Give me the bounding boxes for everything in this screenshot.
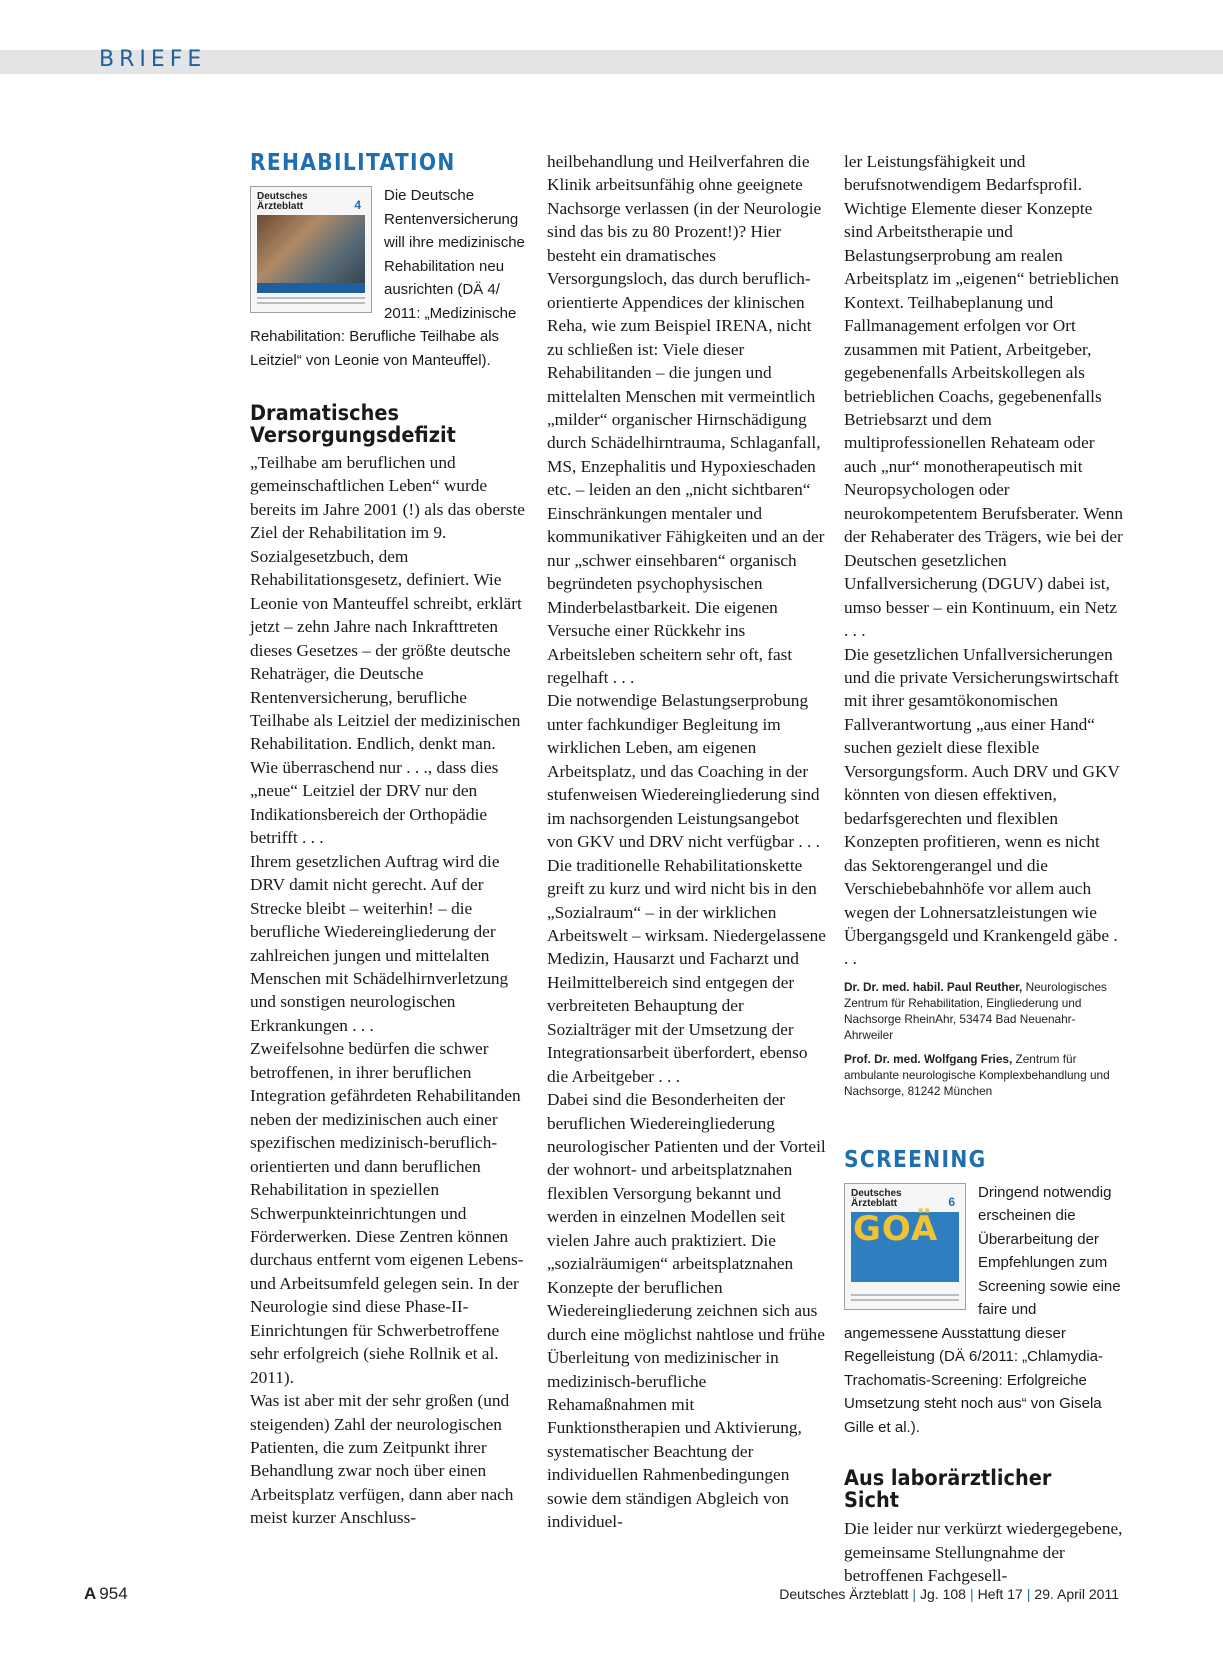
paragraph: Die gesetzlichen Unfallversicherungen und die private Versicherungswirtschaft mit ihrer gesamtökonomischen Fallverantwortung „aus einer Hand“ suchen gezielt diese flexible Versorgungsform. Auch DRV und GKV könnten von diesen effektiven, bedarfsgerechten und flexiblen Konzepten profitieren, wenn es nicht das Sektorengerangel und die Verschiebebahnhöfe vor allem auch wegen der Lohnersatzleistungen wie Übergangsgeld und Krankengeld gäbe . . . bbox=[844, 644, 1120, 969]
article1-headline: Dramatisches Versorgungsdefizit bbox=[250, 401, 456, 447]
paragraph: Ihrem gesetzlichen Auftrag wird die DRV damit nicht gerecht. Auf der Strecke bleibt – weiterhin! – die berufliche Wiedereingliederung der zahlreichen jungen und mittelalten Menschen mit Schädelhirnverletzung und sonstigen neurologischen Erkrankungen . . . bbox=[250, 851, 509, 1035]
column-2 bbox=[547, 150, 827, 1534]
rubric-rehabilitation: REHABILITATION bbox=[250, 150, 456, 176]
journal-volume: Jg. 108 bbox=[920, 1586, 966, 1602]
article2-intro: Dringend notwendig erscheinen die Überarbeitung der Empfehlungen zum Screening sowie eine faire und angemessene Ausstattung dieser Regelleistung (DÄ 6/2011: „Chlamydia-Trachomatis-Screening: Erfolgreiche Umsetzung steht noch aus“ von Gisela Gille et al.). bbox=[844, 1183, 1121, 1436]
cover-thumbnail-issue-4 bbox=[250, 186, 372, 313]
thumbnail-masthead: Deutsches Ärzteblatt bbox=[851, 1187, 902, 1209]
article2-headline: Aus laborärztlicher Sicht bbox=[844, 1466, 1052, 1513]
paragraph: Die leider nur verkürzt wiedergegebene, gemeinsame Stellungnahme der betroffenen Fachgesell- bbox=[844, 1519, 1123, 1586]
cover-photo bbox=[257, 215, 365, 293]
paragraph: ler Leistungsfähigkeit und berufsnotwendigem Bedarfsprofil. Wichtige Elemente dieser Konzepte sind Arbeitstherapie und Belastungserprobung am realen Arbeitsplatz im „eigenen“ betrieblichen Kontext. Teilhabeplanung und Fallmanagement erfolgen vor Ort zusammen mit Patient, Arbeitgeber, gegebenenfalls Arbeitskollegen als betrieblichen Coachs, gegebenenfalls Betriebsarzt und dem multiprofessionellen Rehateam oder auch „nur“ monotherapeutisch mit Neuropsychologen oder neurokompetentem Berufsberater. Wenn der Rehaberater des Trägers, wie bei der Deutschen gesetzlichen Unfallversicherung (DGUV) dabei ist, umso besser – ein Kontinuum, ein Netz . . . bbox=[844, 152, 1124, 641]
journal-name: Deutsches Ärzteblatt bbox=[779, 1586, 909, 1602]
article1-body-col2 bbox=[547, 150, 827, 1534]
column-1 bbox=[250, 150, 527, 1530]
section-label: BRIEFE bbox=[99, 47, 207, 72]
paragraph: Zweifelsohne bedürfen die schwer betroffenen, in ihrer beruflichen Integration gefährdeten Rehabilitanden neben der medizinischen auch einer spezifischen medizinisch-beruflich-orientierten und dann beruflichen Rehabilitation in speziellen Schwerpunkteinrichtungen und Förderwerken. Diese Zentren können durchaus entfernt vom eigenen Lebens- und Arbeitsumfeld gelegen sein. In der Neurologie sind diese Phase-II-Einrichtungen für Schwerbetroffene sehr erfolgreich (siehe Rollnik et al. 2011). bbox=[250, 1039, 524, 1387]
thumbnail-masthead: Deutsches Ärzteblatt bbox=[257, 191, 308, 212]
article1-intro: Die Deutsche Rentenversicherung will ihre medizinische Rehabilitation neu ausrichten (DÄ 4/ 2011: „Medizinische Rehabilitation: Berufliche Teilhabe als Leitziel“ von Leonie von Manteuffel). bbox=[250, 187, 525, 369]
page-number: A 954 bbox=[84, 1584, 128, 1603]
journal-issue: Heft 17 bbox=[977, 1586, 1023, 1602]
rubric-screening: SCREENING bbox=[844, 1146, 987, 1173]
paragraph: „Teilhabe am beruflichen und gemeinschaftlichen Leben“ wurde bereits im Jahre 2001 (!) als das oberste Ziel der Rehabilitation im 9. Sozialgesetzbuch, dem Rehabilitationsgesetz, definiert. Wie Leonie von Manteuffel schreibt, erklärt jetzt – zehn Jahre nach Inkrafttreten dieses Gesetzes – der größte deutsche Rehaträger, die Deutsche Rentenversicherung, berufliche Teilhabe als Leitziel der medizinischen Rehabilitation. Endlich, denkt man. Wie überraschend nur . . ., dass dies „neue“ Leitziel der DRV nur den Indikationsbereich der Orthopädie betrifft . . . bbox=[250, 453, 525, 848]
article2-intro-block bbox=[844, 1181, 1124, 1440]
column-3 bbox=[844, 150, 1124, 1588]
paragraph: Die traditionelle Rehabilitationskette greift zu kurz und wird nicht bis in den „Sozialraum“ – in der wirklichen Arbeitswelt – wirksam. Niedergelassene Medizin, Hausarzt und Facharzt und Heilmittelbereich sind entgegen der verbreiteten Behauptung der Sozialträger mit der Umsetzung der Integrationsarbeit überfordert, ebenso die Arbeitgeber . . . bbox=[547, 855, 826, 1086]
cover-word: GOÄ bbox=[853, 1208, 939, 1249]
article1-intro-block bbox=[250, 184, 527, 372]
article2-body bbox=[844, 1517, 1124, 1587]
paragraph: Was ist aber mit der sehr großen (und steigenden) Zahl der neurologischen Patienten, die zum Zeitpunkt ihrer Behandlung zwar noch über einen Arbeitsplatz verfügen, dann aber nach meist kurzer Anschluss- bbox=[250, 1391, 514, 1528]
cover-text-lines bbox=[257, 297, 365, 307]
article1-body-col3 bbox=[844, 150, 1124, 971]
paragraph: Die notwendige Belastungserprobung unter fachkundiger Begleitung im wirklichen Leben, am eigenen Arbeitsplatz, und das Coaching in der stufenweisen Wiedereingliederung sind im nachsorgenden Leistungsangebot von GKV und DRV nicht verfügbar . . . bbox=[547, 691, 821, 852]
paragraph: heilbehandlung und Heilverfahren die Klinik arbeitsunfähig ohne geeignete Nachsorge verlassen (in der Neurologie sind das bis zu 80 Prozent!)? Hier besteht ein dramatisches Versorgungsloch, das durch beruflich-orientierte Appendices der klinischen Reha, wie zum Beispiel IRENA, nicht zu schließen ist: Viele dieser Rehabilitanden – die jungen und mittelalten Menschen mit vermeintlich „milder“ organischer Hirnschädigung durch Schädelhirntrauma, Schlaganfall, MS, Enzephalitis und Hypoxieschaden etc. – leiden an den „nicht sichtbaren“ Einschränkungen mentaler und kommunikativer Fähigkeiten und an der nur „schwer einsehbaren“ organisch begründeten psychophysischen Minderbelastbarkeit. Die eigenen Versuche einer Rückkehr ins Arbeitsleben scheitern sehr oft, fast regelhaft . . . bbox=[547, 152, 825, 687]
article1-body-col1 bbox=[250, 451, 527, 1530]
paragraph: Dabei sind die Besonderheiten der beruflichen Wiedereingliederung neurologischer Patienten und der Vorteil der wohnort- und arbeitsplatznahen flexiblen Versorgung bekannt und werden in einzelnen Modellen seit vielen Jahre auch praktiziert. Die „sozialräumigen“ arbeitsplatznahen Konzepte der beruflichen Wiedereingliederung zeichnen sich aus durch eine möglichst nahtlose und frühe Überleitung von medizinischer in medizinisch-berufliche Rehamaßnahmen mit Funktionstherapien und Aktivierung, systematischer Beachtung der individuellen Rahmenbedingungen sowie dem ständigen Abgleich von individuel- bbox=[547, 1090, 826, 1532]
journal-citation: Deutsches Ärzteblatt | Jg. 108 | Heft 17 | 29. April 2011 bbox=[779, 1586, 1119, 1602]
author-name: Dr. Dr. med. habil. Paul Reuther, bbox=[844, 979, 1023, 994]
author-signature bbox=[844, 979, 1124, 1043]
cover-thumbnail-issue-6 bbox=[844, 1183, 966, 1310]
thumbnail-issue-number: 4 bbox=[354, 198, 361, 212]
author-signature bbox=[844, 1051, 1124, 1099]
author-affiliation: Neurologisches Zentrum für Rehabilitation, Eingliederung und Nachsorge RheinAhr, 53474 Bad Neuenahr-Ahrweiler bbox=[844, 979, 1107, 1042]
author-name: Prof. Dr. med. Wolfgang Fries, bbox=[844, 1051, 1013, 1066]
author-affiliation: Zentrum für ambulante neurologische Komplexbehandlung und Nachsorge, 81242 München bbox=[844, 1051, 1110, 1098]
journal-date: 29. April 2011 bbox=[1034, 1586, 1119, 1602]
cover-text-lines bbox=[851, 1294, 959, 1304]
thumbnail-issue-number: 6 bbox=[948, 1194, 955, 1209]
